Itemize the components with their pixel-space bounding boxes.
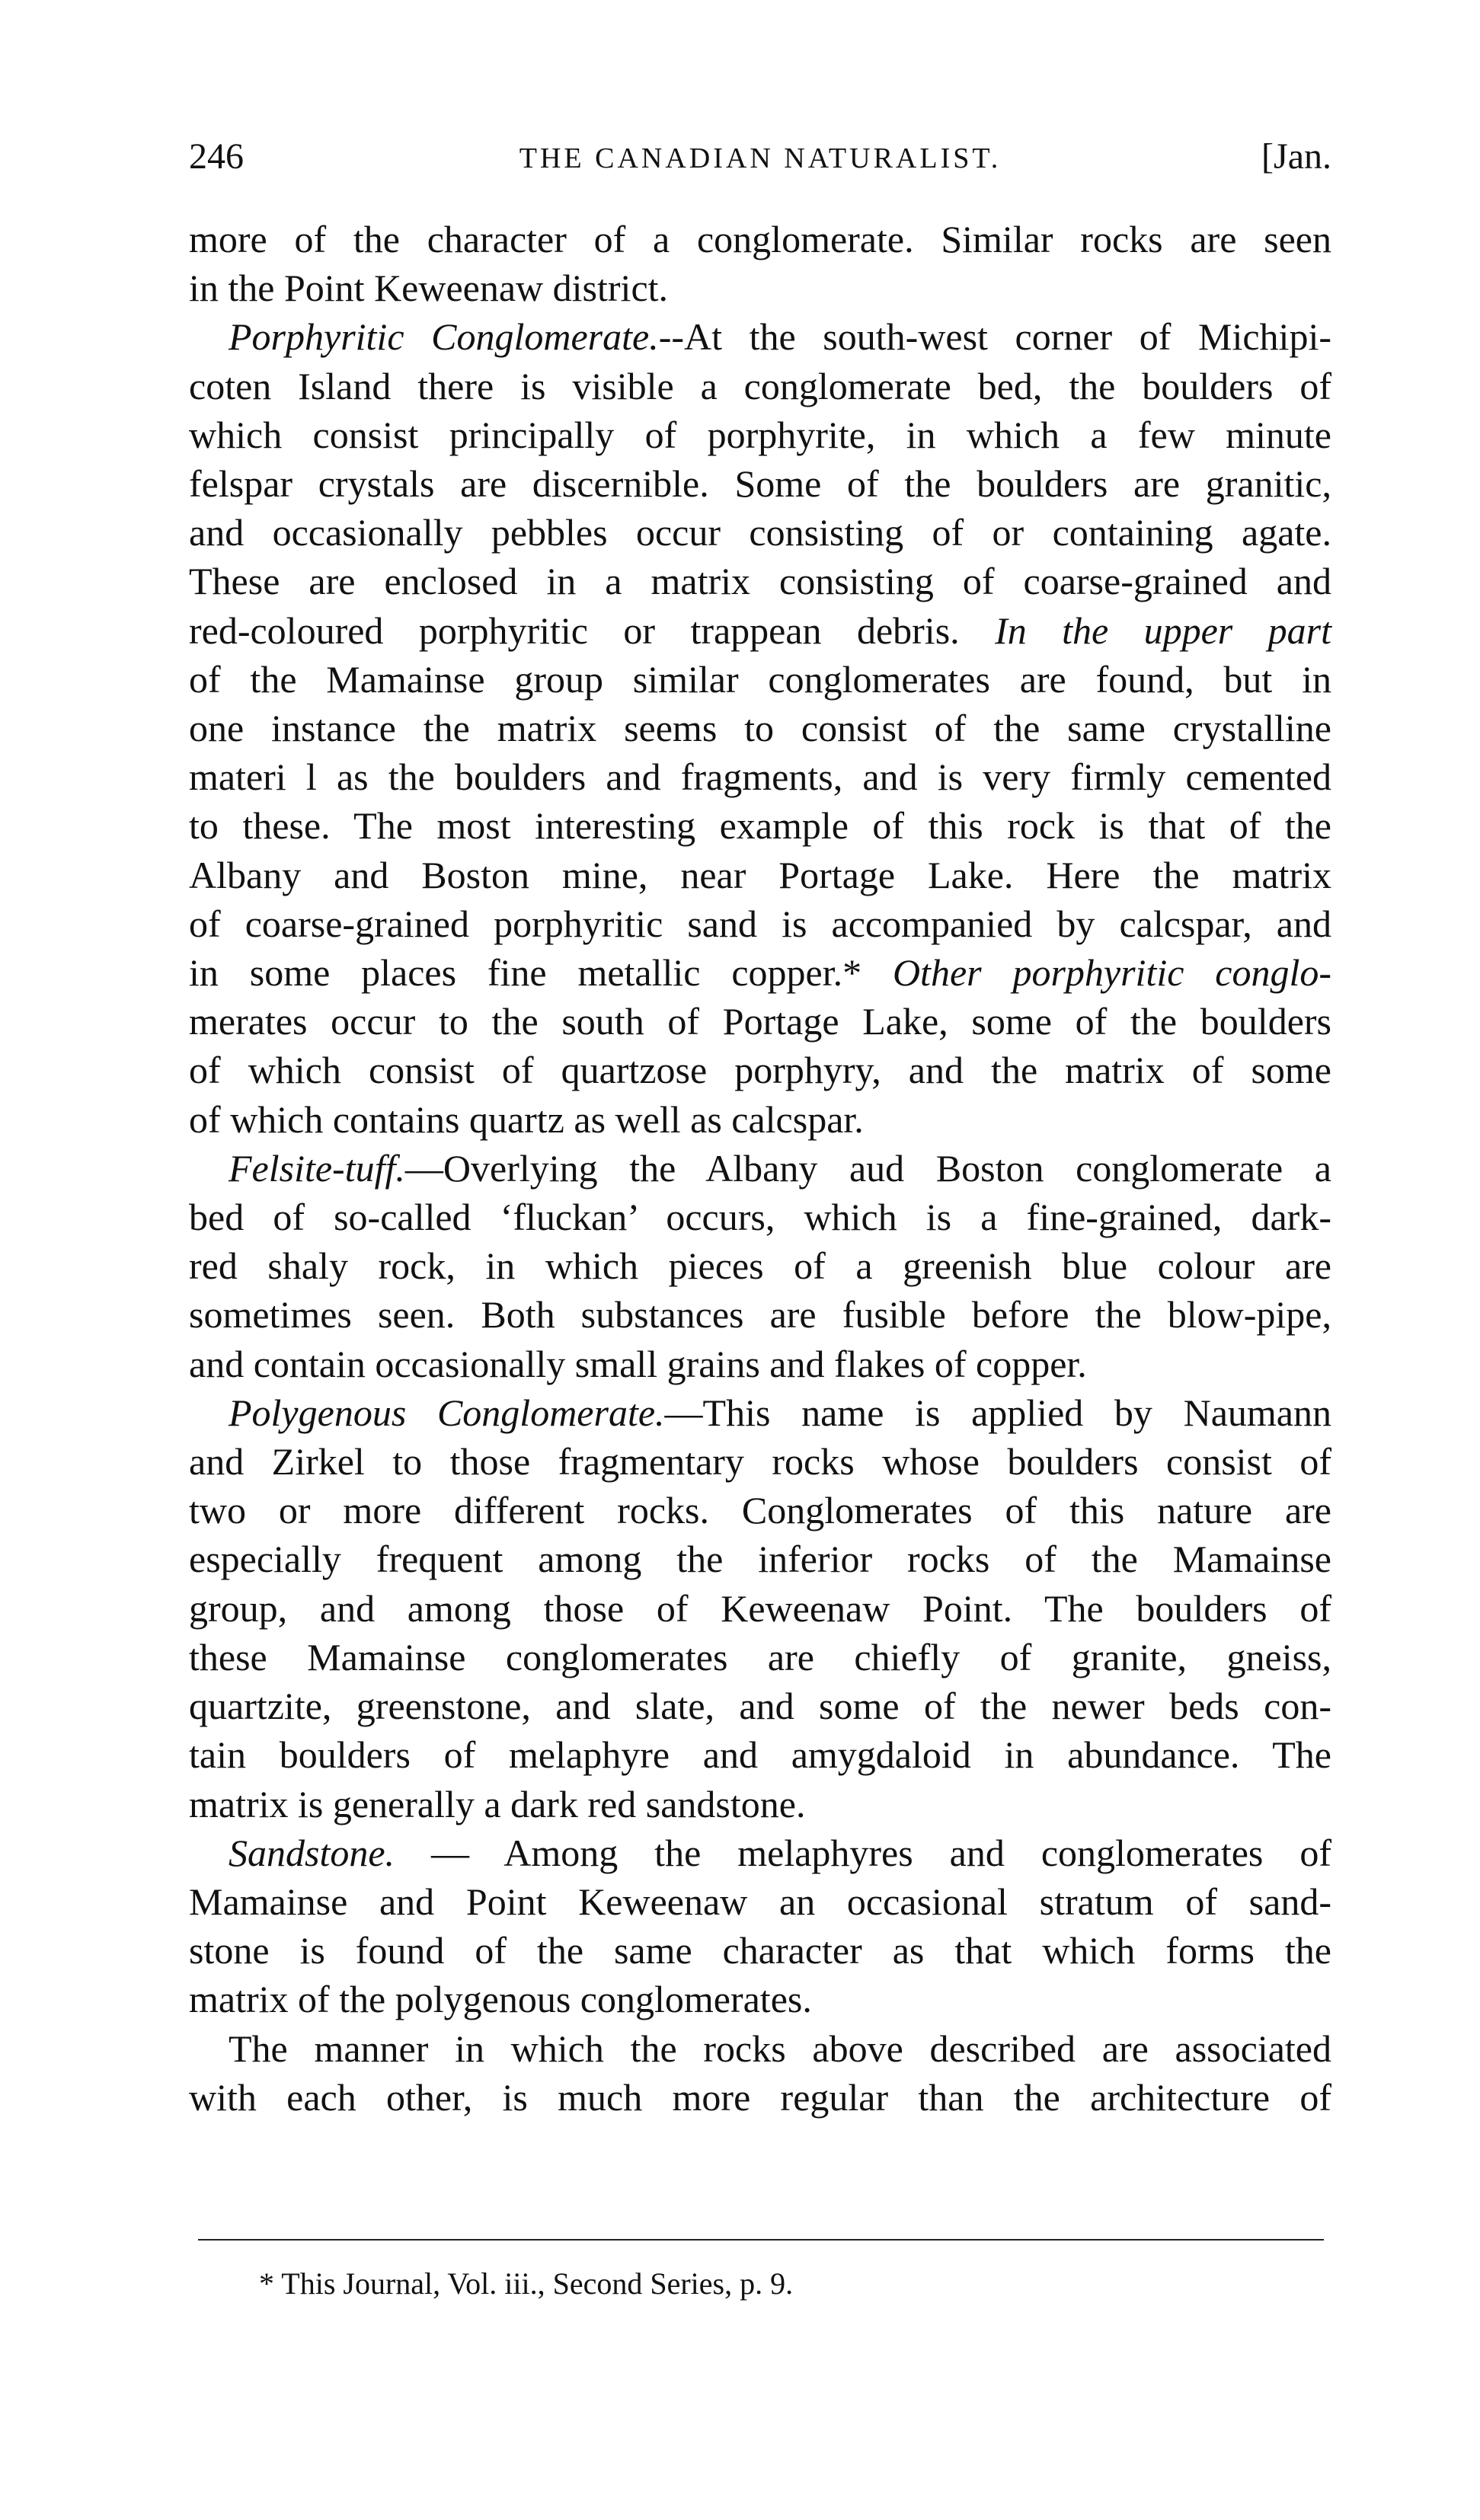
text-line: [189, 655, 1331, 704]
line-text: of which contains quartz as well as calcspar.: [189, 1097, 864, 1141]
text-line: [189, 263, 1331, 312]
text-line: [189, 1193, 1331, 1241]
running-title: THE CANADIAN NATURALIST.: [519, 142, 1002, 174]
footnote: * This Journal, Vol. iii., Second Series, p. 9.: [259, 2266, 794, 2301]
line-text: —Overlying the Albany aud Boston conglomerate a: [404, 1146, 1331, 1190]
line-text: bed of so-called ‘fluckan’ occurs, which is a fine-grained, dark-: [189, 1196, 1331, 1239]
text-line: [189, 557, 1331, 605]
line-text: one instance the matrix seems to consist of the same crystalline: [189, 707, 1331, 750]
footnote-divider: [198, 2239, 1324, 2241]
text-line: [189, 1095, 1331, 1144]
issue-label: [Jan.: [1261, 136, 1331, 177]
text-line: [189, 1780, 1331, 1829]
line-text: two or more different rocks. Conglomerates of this nature are: [189, 1489, 1331, 1532]
line-text: stone is found of the same character as that which forms the: [189, 1929, 1331, 1972]
page-header: [189, 136, 1331, 189]
line-text: felspar crystals are discernible. Some of the boulders are granitic,: [189, 462, 1331, 506]
line-text: more of the character of a conglomerate. Similar rocks are seen: [189, 218, 1331, 260]
text-line: [189, 410, 1331, 459]
text-line: [189, 312, 1331, 361]
text-line: [189, 1144, 1331, 1193]
line-text: of coarse-grained porphyritic sand is accompanied by calcspar, and: [189, 902, 1331, 945]
text-line: [189, 1340, 1331, 1388]
text-line: [189, 362, 1331, 410]
line-text: Albany and Boston mine, near Portage Lake. Here the matrix: [189, 853, 1331, 896]
line-text: materi l as the boulders and fragments, and is very firmly cemented: [189, 755, 1331, 799]
text-line: [189, 1633, 1331, 1682]
text-line: [189, 1926, 1331, 1975]
line-text: tain boulders of melaphyre and amygdaloid in abundance. The: [189, 1733, 1331, 1777]
line-text: and occasionally pebbles occur consisting of or containing agate.: [189, 511, 1331, 554]
text-line: [189, 215, 1331, 263]
text-line: [189, 1829, 1331, 1877]
text-line: [189, 752, 1331, 801]
line-text: of which consist of quartzose porphyry, and the matrix of some: [189, 1049, 1331, 1092]
text-line: [189, 1975, 1331, 2023]
line-text: sometimes seen. Both substances are fusible before the blow-pipe,: [189, 1293, 1331, 1337]
line-text: matrix of the polygenous conglomerates.: [189, 1978, 812, 2021]
text-line: [189, 704, 1331, 752]
line-text: matrix is generally a dark red sandstone.: [189, 1782, 806, 1825]
text-line: [189, 2024, 1331, 2073]
section-heading: Felsite-tuff.: [229, 1146, 405, 1190]
line-text: in some places fine metallic copper.*: [189, 951, 862, 995]
text-line: [189, 1730, 1331, 1779]
text-line: [189, 1877, 1331, 1926]
text-line: [189, 508, 1331, 557]
line-text: merates occur to the south of Portage Lake, some of the boulders: [189, 1000, 1331, 1043]
line-text: — Among the melaphyres and conglomerates of: [395, 1831, 1331, 1874]
text-line: [189, 1241, 1331, 1290]
text-line: [189, 1046, 1331, 1094]
line-text: which consist principally of porphyrite, in which a few minute: [189, 413, 1331, 456]
line-text: —This name is applied by Naumann: [664, 1391, 1331, 1434]
text-line: [189, 1437, 1331, 1486]
text-line: [189, 606, 1331, 655]
italic-text: In the upper part: [995, 608, 1331, 652]
section-heading: Porphyritic Conglomerate.: [229, 315, 659, 359]
line-text: of the Mamainse group similar conglomerates are found, but in: [189, 657, 1331, 701]
page-number: 246: [189, 136, 244, 177]
line-text: --At the south-west corner of Michipi-: [658, 315, 1331, 359]
line-text: coten Island there is visible a conglomerate bed, the boulders of: [189, 364, 1331, 407]
line-text: quartzite, greenstone, and slate, and some of the newer beds con-: [189, 1685, 1331, 1728]
line-text: red shaly rock, in which pieces of a greenish blue colour are: [189, 1244, 1331, 1288]
text-line: [189, 1388, 1331, 1437]
text-line: [189, 851, 1331, 899]
line-text: and contain occasionally small grains and flakes of copper.: [189, 1342, 1087, 1385]
section-heading: Polygenous Conglomerate.: [229, 1391, 665, 1434]
line-text: these Mamainse conglomerates are chiefly of granite, gneiss,: [189, 1635, 1331, 1678]
line-text: in the Point Keweenaw district.: [189, 267, 669, 310]
line-text: Mamainse and Point Keweenaw an occasional stratum of sand-: [189, 1880, 1331, 1923]
text-line: [189, 1682, 1331, 1730]
line-text: The manner in which the rocks above described are associated: [229, 2027, 1331, 2070]
line-text: group, and among those of Keweenaw Point. The boulders of: [189, 1586, 1331, 1630]
line-text: red-coloured porphyritic or trappean debris.: [189, 608, 960, 652]
text-line: [189, 948, 1331, 997]
text-line: [189, 899, 1331, 948]
section-heading: Sandstone.: [229, 1831, 395, 1874]
text-line: [189, 801, 1331, 850]
text-line: [189, 459, 1331, 508]
body-text: [189, 215, 1331, 2122]
text-line: [189, 1535, 1331, 1583]
text-line: [189, 1486, 1331, 1535]
line-text: These are enclosed in a matrix consisting of coarse-grained and: [189, 560, 1331, 603]
line-text: to these. The most interesting example of this rock is that of the: [189, 804, 1331, 848]
line-text: and Zirkel to those fragmentary rocks whose boulders consist of: [189, 1440, 1331, 1484]
text-line: [189, 1584, 1331, 1633]
line-text: especially frequent among the inferior rocks of the Mamainse: [189, 1538, 1331, 1581]
text-line: [189, 2073, 1331, 2122]
text-line: [189, 997, 1331, 1046]
text-line: [189, 1290, 1331, 1339]
italic-text: Other porphyritic conglo-: [892, 951, 1331, 995]
line-text: with each other, is much more regular than the architecture of: [189, 2075, 1331, 2119]
